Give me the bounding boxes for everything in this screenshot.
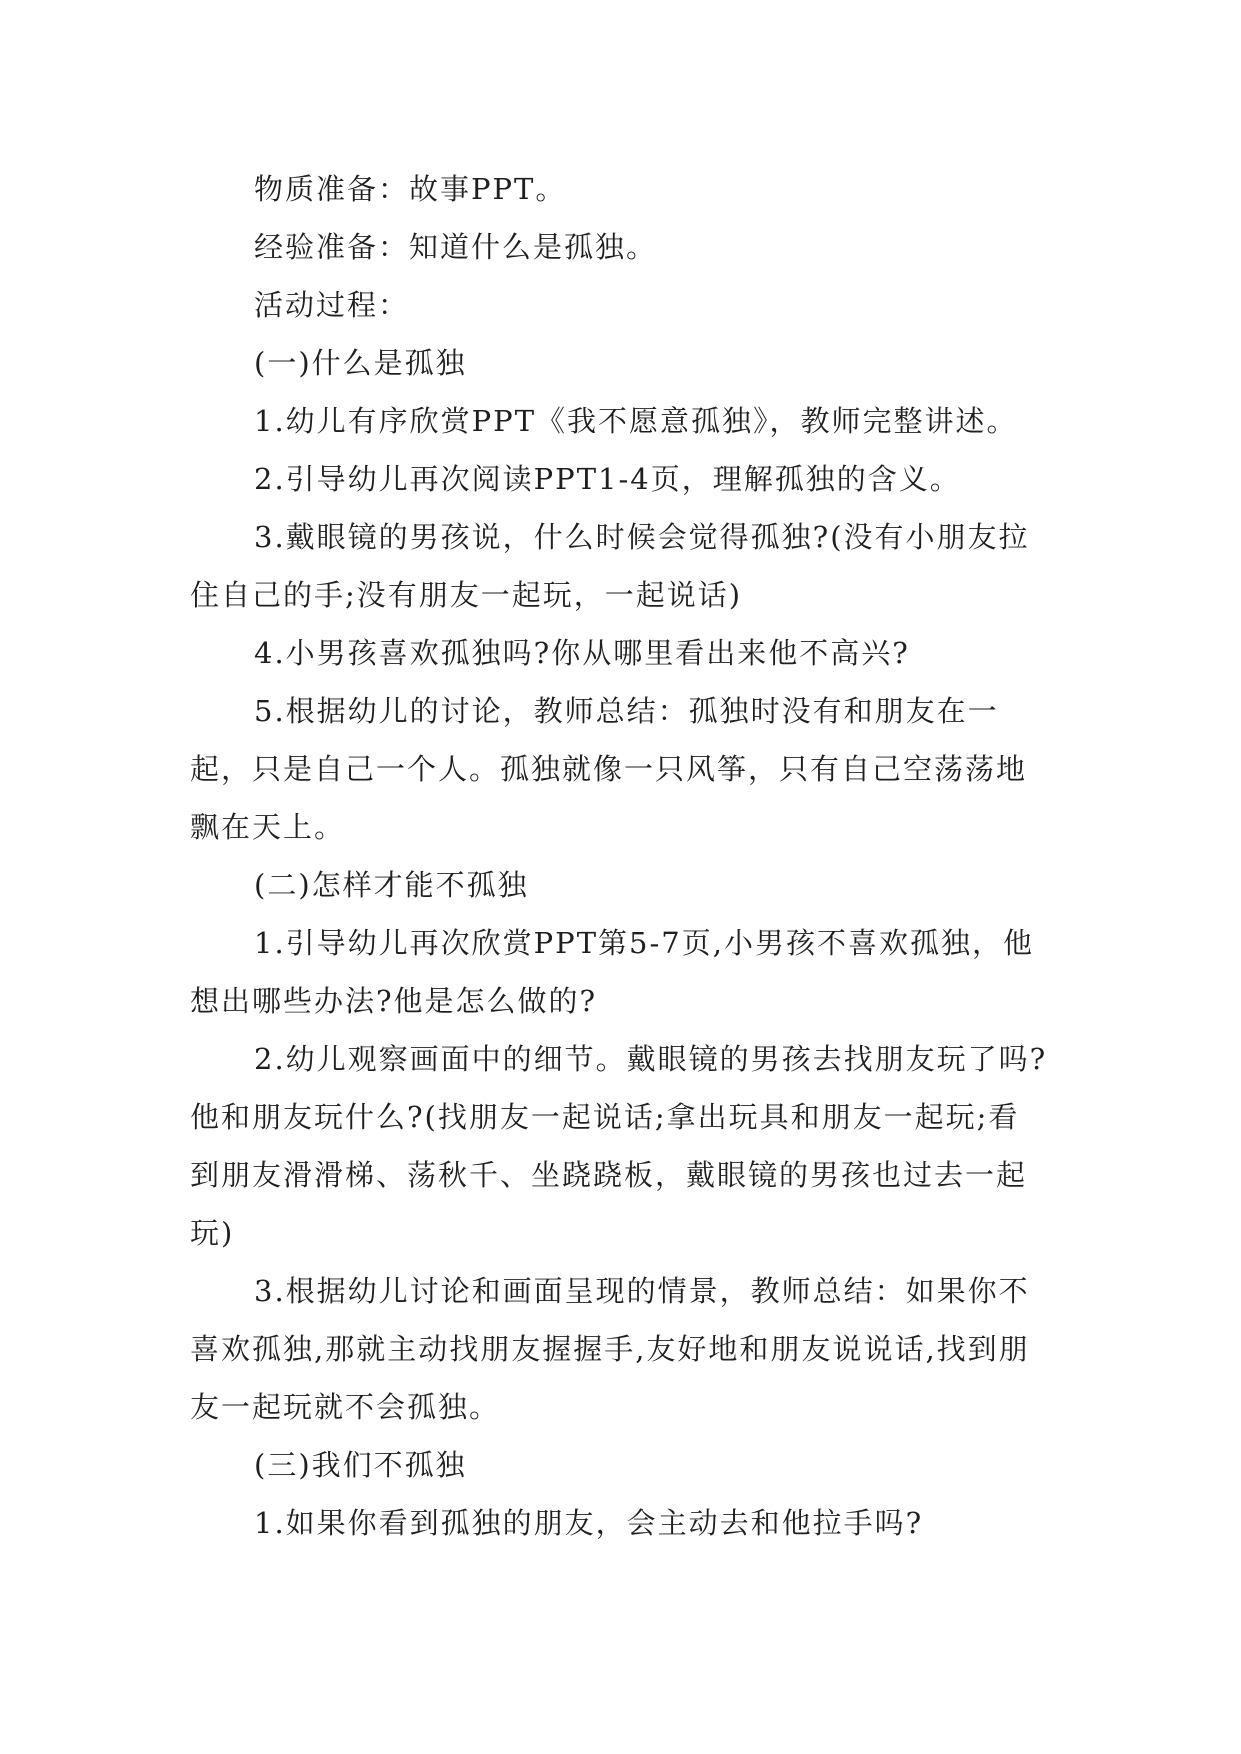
paragraph-item: 5.根据幼儿的讨论，教师总结：孤独时没有和朋友在一起，只是自己一个人。孤独就像一只风筝，只有自己空荡荡地飘在天上。	[190, 694, 1028, 844]
paragraph-item: 2.引导幼儿再次阅读PPT1-4页，理解孤独的含义。	[254, 462, 961, 496]
paragraph-material-prep: 物质准备：故事PPT。	[254, 172, 567, 206]
paragraph-item: 3.戴眼镜的男孩说，什么时候会觉得孤独?(没有小朋友拉住自己的手;没有朋友一起玩，一起说话)	[190, 520, 1030, 612]
paragraph-item: 2.幼儿观察画面中的细节。戴眼镜的男孩去找朋友玩了吗?他和朋友玩什么?(找朋友一起说话;拿出玩具和朋友一起玩;看到朋友滑滑梯、荡秋千、坐跷跷板，戴眼镜的男孩也过去一起玩)	[190, 1042, 1048, 1250]
paragraph-item: 1.如果你看到孤独的朋友，会主动去和他拉手吗?	[254, 1506, 924, 1540]
section-heading-1: (一)什么是孤独	[254, 346, 467, 380]
paragraph-item: 1.幼儿有序欣赏PPT《我不愿意孤独》，教师完整讲述。	[254, 404, 1018, 438]
document-body	[190, 160, 1050, 1552]
section-heading-2: (二)怎样才能不孤独	[254, 868, 529, 902]
paragraph-item: 4.小男孩喜欢孤独吗?你从哪里看出来他不高兴?	[254, 636, 910, 670]
paragraph-item: 3.根据幼儿讨论和画面呈现的情景，教师总结：如果你不喜欢孤独,那就主动找朋友握握手,友好地和朋友说说话,找到朋友一起玩就不会孤独。	[190, 1274, 1030, 1424]
paragraph-experience-prep: 经验准备：知道什么是孤独。	[254, 230, 658, 264]
paragraph-item: 1.引导幼儿再次欣赏PPT第5-7页,小男孩不喜欢孤独，他想出哪些办法?他是怎么做的?	[190, 926, 1034, 1018]
section-heading-3: (三)我们不孤独	[254, 1448, 467, 1482]
paragraph-activity-process-heading: 活动过程：	[254, 288, 410, 322]
